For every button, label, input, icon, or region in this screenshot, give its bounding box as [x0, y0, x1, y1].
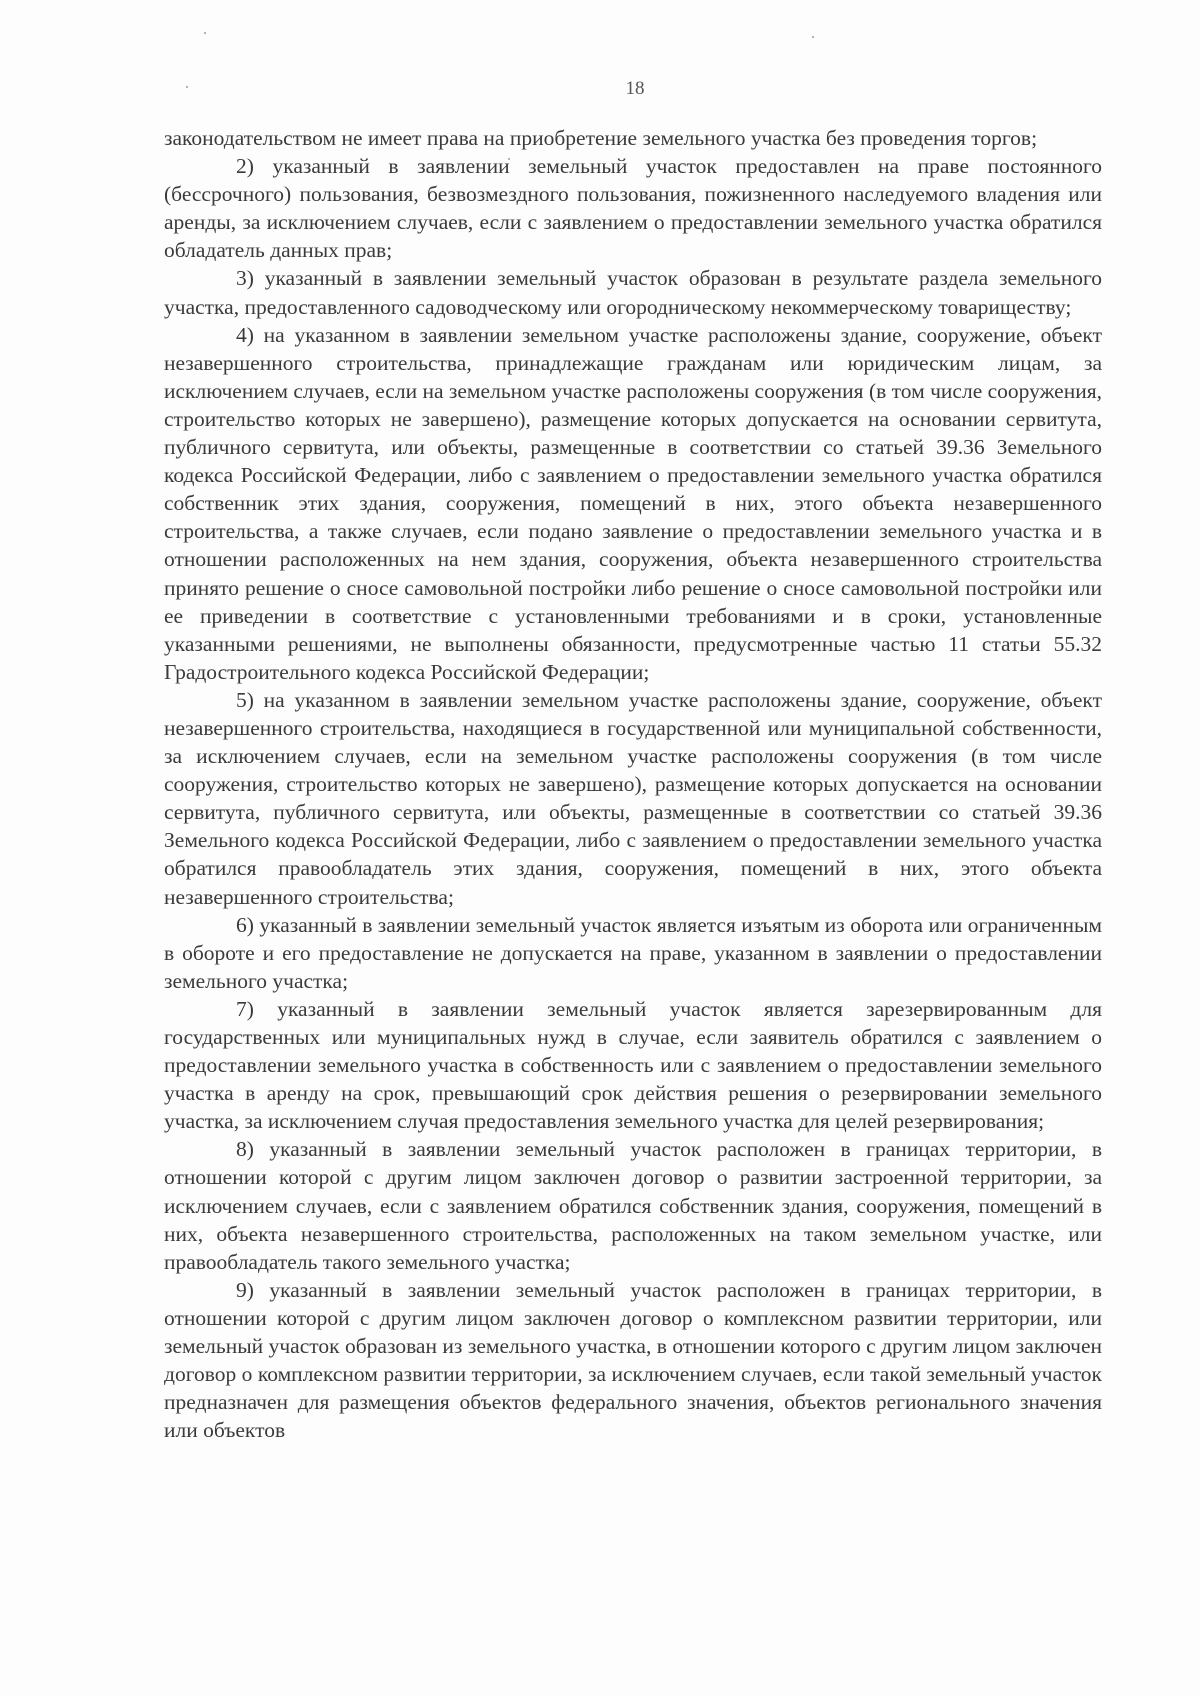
- scan-speck: [812, 36, 814, 38]
- paragraph-item-7: 7) указанный в заявлении земельный участок является зарезервированным для государственных или муниципальных нужд в случае, если заявитель обратился с заявлением о предоставлении земельного участка в собственность или с заявлением о предоставлении земельного участка в аренду на срок, превышающий срок действия решения о резервировании земельного участка, за исключением случая предоставления земельного участка для целей резервирования;: [164, 996, 1102, 1134]
- paragraph-item-9: 9) указанный в заявлении земельный участок расположен в границах территории, в отношении которой с другим лицом заключен договор о комплексном развитии территории, или земельный участок образован из земельного участка, в отношении которого с другим лицом заключен договор о комплексном развитии территории, за исключением случаев, если такой земельный участок предназначен для размещения объектов федерального значения, объектов регионального значения или объектов: [164, 1277, 1102, 1443]
- paragraph-item-2: 2) указанный в заявлении земельный участок предоставлен на праве постоянного (бессрочного) пользования, безвозмездного пользования, пожизненного наследуемого владения или аренды, за исключением случаев, если с заявлением о предоставлении земельного участка обратился обладатель данных прав;: [164, 154, 1102, 263]
- document-body: [164, 124, 1102, 1444]
- paragraph-item-3: 3) указанный в заявлении земельный участок образован в результате раздела земельного участка, предоставленного садоводческому или огородническому некоммерческому товариществу;: [164, 266, 1102, 319]
- paragraph-item-4: 4) на указанном в заявлении земельном участке расположены здание, сооружение, объект незавершенного строительства, принадлежащие гражданам или юридическим лицам, за исключением случаев, если на земельном участке расположены сооружения (в том числе сооружения, строительство которых не завершено), размещение которых допускается на основании сервитута, публичного сервитута, или объекты, размещенные в соответствии со статьей 39.36 Земельного кодекса Российской Федерации, либо с заявлением о предоставлении земельного участка обратился собственник этих здания, сооружения, помещений в них, этого объекта незавершенного строительства, а также случаев, если подано заявление о предоставлении земельного участка и в отношении расположенных на нем здания, сооружения, объекта незавершенного строительства принято решение о сносе самовольной постройки либо решение о сносе самовольной постройки или ее приведении в соответствие с установленными требованиями и в сроки, установленные указанными решениями, не выполнены обязанности, предусмотренные частью 11 статьи 55.32 Градостроительного кодекса Российской Федерации;: [164, 322, 1102, 684]
- page-number: 18: [625, 78, 645, 99]
- paragraph-item-8: 8) указанный в заявлении земельный участок расположен в границах территории, в отношении которой с другим лицом заключен договор о развитии застроенной территории, за исключением случаев, если с заявлением обратился собственник здания, сооружения, помещений в них, объекта незавершенного строительства, расположенных на таком земельном участке, или правообладатель такого земельного участка;: [164, 1137, 1102, 1274]
- paragraph-item-5: 5) на указанном в заявлении земельном участке расположены здание, сооружение, объект незавершенного строительства, находящиеся в государственной или муниципальной собственности, за исключением случаев, если на земельном участке расположены сооружения (в том числе сооружения, строительство которых не завершено), размещение которых допускается на основании сервитута, публичного сервитута, или объекты, размещенные в соответствии со статьей 39.36 Земельного кодекса Российской Федерации, либо с заявлением о предоставлении земельного участка обратился правообладатель этих здания, сооружения, помещений в них, этого объекта незавершенного строительства;: [164, 687, 1102, 909]
- paragraph-item-6: 6) указанный в заявлении земельный участок является изъятым из оборота или ограниченным в обороте и его предоставление не допускается на праве, указанном в заявлении о предоставлении земельного участка;: [164, 912, 1102, 993]
- paragraph-continuation: законодательством не имеет права на приобретение земельного участка без проведения торгов;: [164, 126, 1038, 150]
- scan-speck: [204, 32, 206, 34]
